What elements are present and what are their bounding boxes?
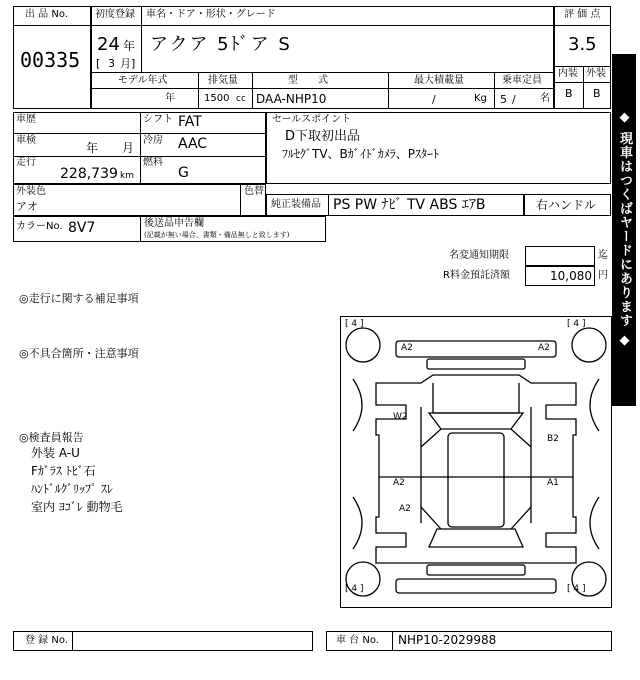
month-unit: 月] <box>120 57 136 70</box>
rear-left-tire-label: [ 4 ] <box>345 584 364 594</box>
mileage-unit: km <box>120 171 134 181</box>
registration-no-label: 登 録 No. <box>25 635 68 646</box>
score-label: 評 価 点 <box>564 9 601 20</box>
max-load-sep: / <box>432 93 436 106</box>
color-box <box>13 184 266 216</box>
fuel-label: 燃料 <box>143 157 163 168</box>
exterior-label: 外装 <box>586 68 606 79</box>
defects-label: ◎不具合箇所・注意事項 <box>19 347 139 360</box>
model-year-header: モデル年式 <box>118 75 168 86</box>
equipment-label: 純正装備品 <box>271 199 321 210</box>
recycle-unit: 円 <box>598 270 608 281</box>
max-load-unit: Kg <box>474 93 487 104</box>
left-front-door-damage: W2 <box>393 412 408 422</box>
recycle-amount: 10,080 <box>550 269 592 283</box>
car-name: アクア 5ﾄﾞア S <box>150 34 292 55</box>
left-rear-door-damage: A2 <box>393 478 405 488</box>
car-name-label: 車名・ドア・形状・グレード <box>146 9 276 20</box>
capacity-header: 乗車定員 <box>502 75 542 86</box>
car-outline-svg <box>341 317 611 607</box>
right-front-door-damage: B2 <box>547 434 559 444</box>
capacity-unit: 名 <box>540 93 550 104</box>
shift: FAT <box>178 114 202 130</box>
car-diagram <box>340 316 612 608</box>
name-change-label: 名変通知期限 <box>449 250 509 261</box>
report-line-3: ﾊﾝﾄﾞﾙｸﾞﾘｯﾌﾟ ｽﾚ <box>31 482 113 496</box>
chassis-no: NHP10-2029988 <box>398 633 497 647</box>
front-left-tire-label: [ 4 ] <box>345 319 364 329</box>
sales-point-label: セールスポイント <box>272 114 352 125</box>
front-right-tire-shape <box>572 328 606 362</box>
lot-no-label: 出 品 No. <box>25 9 68 20</box>
report-line-4: 室内 ﾖｺﾞﾚ 動物毛 <box>31 500 123 514</box>
model-header: 型 式 <box>288 75 328 86</box>
front-left-tire-shape <box>346 328 380 362</box>
shift-label: シフト <box>143 114 173 125</box>
month-bracket: [ <box>96 57 101 70</box>
aircon: AAC <box>178 136 208 152</box>
capacity-sep: / <box>512 93 516 106</box>
recycle-label: R料金預託済額 <box>443 270 510 281</box>
first-reg-year: 24 <box>97 34 120 55</box>
displacement-unit: cc <box>236 94 246 104</box>
front-bumper-right-damage: A2 <box>538 343 550 353</box>
aircon-label: 冷房 <box>143 135 163 146</box>
displacement: 1500 <box>204 93 230 104</box>
score: 3.5 <box>568 34 597 55</box>
inspection-year: 年 <box>86 141 99 155</box>
capacity: 5 <box>500 93 507 106</box>
documents-note: (記載が無い場合、書類・備品無しと致します) <box>144 231 290 239</box>
mileage: 228,739 <box>60 166 118 182</box>
inspection-label: 車検 <box>16 135 36 146</box>
first-reg-label: 初度登録 <box>95 9 135 20</box>
yard-location-banner: ◆ 現車はつくばヤードにあります ◆ <box>612 54 636 406</box>
exterior-color: アオ <box>16 200 38 213</box>
steering: 右ハンドル <box>536 198 597 212</box>
first-reg-month: 3 <box>108 57 115 70</box>
fuel: G <box>178 165 189 181</box>
inspector-report-label: ◎検査員報告 <box>19 431 84 444</box>
rear-right-tire-label: [ 4 ] <box>567 584 586 594</box>
front-bumper-left-damage: A2 <box>401 343 413 353</box>
displacement-header: 排気量 <box>208 75 238 86</box>
model: DAA-NHP10 <box>256 92 327 106</box>
max-load-header: 最大積載量 <box>414 75 464 86</box>
sales-line-2: ﾌﾙｾｸﾞTV、Bｶﾞｲﾄﾞｶﾒﾗ、Pｽﾀｰﾄ <box>282 147 440 161</box>
name-change-box <box>525 246 595 266</box>
history-label: 車歴 <box>16 114 36 125</box>
lot-no: 00335 <box>20 48 81 72</box>
report-line-2: Fｶﾞﾗｽ ﾄﾋﾞ石 <box>31 464 96 478</box>
color-change-label: 色替 <box>244 186 264 197</box>
year-unit: 年 <box>123 39 136 53</box>
equipment: PS PW ﾅﾋﾞ TV ABS ｴｱB <box>333 197 486 213</box>
exterior-grade: B <box>593 87 601 100</box>
right-rear-door-damage: A1 <box>547 478 559 488</box>
mileage-label: 走行 <box>16 157 36 168</box>
driving-notes-label: ◎走行に関する補足事項 <box>19 292 139 305</box>
color-no-label: カラーNo. <box>16 221 63 232</box>
name-change-unit: 迄 <box>598 250 608 261</box>
interior-label: 内装 <box>558 68 578 79</box>
report-line-1: 外装 A-U <box>31 446 80 460</box>
inspection-month: 月 <box>122 141 135 155</box>
documents-label: 後送品申告欄 <box>144 218 204 229</box>
sales-line-1: D下取初出品 <box>285 129 361 144</box>
color-no: 8V7 <box>68 220 96 236</box>
model-year-unit: 年 <box>165 93 175 104</box>
left-rear-fender-damage: A2 <box>399 504 411 514</box>
interior-grade: B <box>565 87 573 100</box>
front-right-tire-label: [ 4 ] <box>567 319 586 329</box>
exterior-color-label: 外装色 <box>16 186 46 197</box>
chassis-no-label: 車 台 No. <box>336 635 379 646</box>
